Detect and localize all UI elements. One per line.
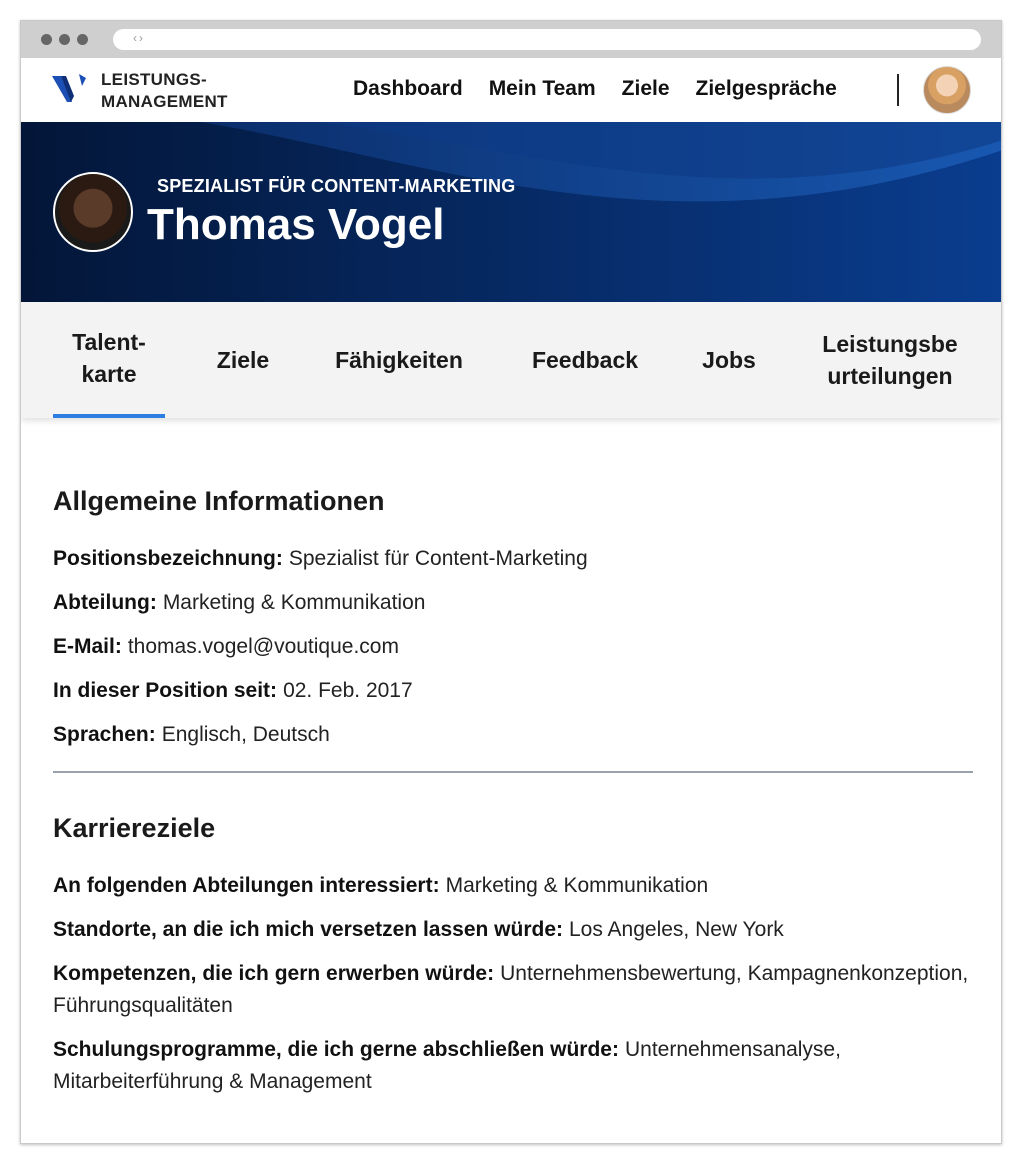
career-value: Marketing & Kommunikation xyxy=(445,874,709,897)
career-value: Unternehmensanalyse, Mitarbeiterführung & Management xyxy=(53,1038,841,1093)
info-label: Positionsbezeichnung: xyxy=(53,547,283,570)
career-value: Unternehmensbewertung, Kampagnenkonzeption, Führungsqualitäten xyxy=(53,962,969,1017)
tab-faehigkeiten[interactable] xyxy=(317,302,481,418)
tab-label: karte xyxy=(81,361,137,387)
career-value: Los Angeles, New York xyxy=(569,918,784,941)
info-value: thomas.vogel@voutique.com xyxy=(127,635,399,658)
top-navigation xyxy=(21,58,1001,122)
nav-divider xyxy=(897,74,899,106)
info-value: Englisch, Deutsch xyxy=(161,723,330,746)
address-bar[interactable] xyxy=(113,29,981,50)
career-label: Standorte, an die ich mich versetzen lassen würde: xyxy=(53,918,563,941)
section-title-general: Allgemeine Informationen xyxy=(53,486,385,516)
browser-chrome xyxy=(21,21,1001,58)
tab-ziele[interactable] xyxy=(203,302,283,418)
nav-link-mein-team[interactable]: Mein Team xyxy=(488,77,596,100)
info-row xyxy=(53,631,973,663)
info-value: 02. Feb. 2017 xyxy=(283,679,413,702)
talent-card-content xyxy=(53,486,973,1110)
tab-label: Ziele xyxy=(216,347,270,373)
window-dot-icon[interactable] xyxy=(77,34,88,45)
career-label: Schulungsprogramme, die ich gerne abschließen würde: xyxy=(53,1038,619,1061)
tab-talentkarte[interactable] xyxy=(53,302,165,418)
tab-label: Jobs xyxy=(702,347,756,373)
career-row xyxy=(53,958,973,1022)
logo-icon xyxy=(52,72,88,106)
brand-line-1: LEISTUNGS- xyxy=(101,70,207,89)
info-label: Sprachen: xyxy=(53,723,156,746)
tab-jobs[interactable] xyxy=(689,302,769,418)
window-dot-icon[interactable] xyxy=(59,34,70,45)
career-label: An folgenden Abteilungen interessiert: xyxy=(53,874,440,897)
tab-label: urteilungen xyxy=(827,363,953,389)
info-row xyxy=(53,587,973,619)
career-row xyxy=(53,870,973,902)
nav-link-zielgespraeche[interactable]: Zielgespräche xyxy=(695,77,837,100)
profile-job-title: SPEZIALIST FÜR CONTENT-MARKETING xyxy=(157,176,516,196)
user-avatar[interactable] xyxy=(923,66,971,114)
info-row xyxy=(53,675,973,707)
brand-name xyxy=(101,69,228,113)
tab-label: Leistungsbe xyxy=(822,331,958,357)
info-label: E-Mail: xyxy=(53,635,122,658)
info-row xyxy=(53,719,973,751)
back-forward-icon[interactable]: ‹› xyxy=(133,31,145,45)
career-row xyxy=(53,1034,973,1098)
profile-name: Thomas Vogel xyxy=(147,200,445,249)
nav-link-ziele[interactable]: Ziele xyxy=(621,77,670,100)
window-controls xyxy=(41,34,88,45)
main-nav xyxy=(353,77,837,101)
tab-label: Fähigkeiten xyxy=(335,347,463,373)
info-label: Abteilung: xyxy=(53,591,157,614)
info-value: Spezialist für Content-Marketing xyxy=(288,547,588,570)
section-divider xyxy=(53,771,973,773)
window-dot-icon[interactable] xyxy=(41,34,52,45)
career-row xyxy=(53,914,973,946)
tab-leistungsbeurteilungen[interactable] xyxy=(803,302,977,418)
info-value: Marketing & Kommunikation xyxy=(162,591,426,614)
info-label: In dieser Position seit: xyxy=(53,679,278,702)
profile-avatar xyxy=(53,172,133,252)
profile-header xyxy=(21,122,1001,302)
brand-line-2: MANAGEMENT xyxy=(101,92,228,111)
nav-link-dashboard[interactable]: Dashboard xyxy=(353,77,463,100)
profile-tabs xyxy=(21,302,1001,418)
tab-label: Feedback xyxy=(531,347,639,373)
section-title-career: Karriereziele xyxy=(53,813,216,843)
browser-window xyxy=(20,20,1002,1144)
info-row xyxy=(53,543,973,575)
career-label: Kompetenzen, die ich gern erwerben würde: xyxy=(53,962,495,985)
tab-label: Talent- xyxy=(72,329,146,355)
tab-feedback[interactable] xyxy=(515,302,655,418)
